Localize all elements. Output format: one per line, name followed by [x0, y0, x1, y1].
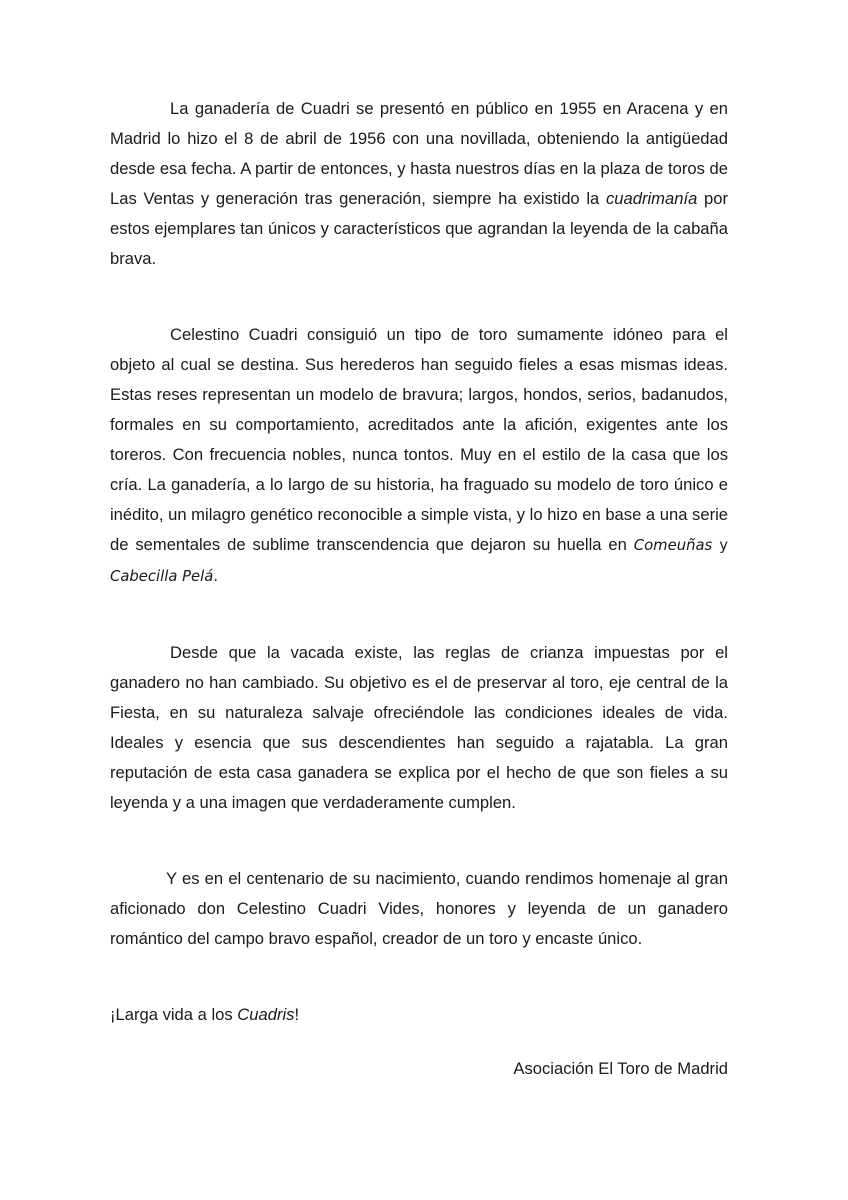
closing-text-c: ! — [294, 1005, 300, 1024]
paragraph-celestino-bull-type — [110, 320, 728, 592]
paragraph-ganaderia-history — [110, 94, 728, 274]
paragraph-centenary-tribute: Y es en el centenario de su nacimiento, cuando rendimos homenaje al gran aficionado don Celestino Cuadri Vides, honores y leyenda de un ganadero romántico del campo bravo español, creador de un toro y encaste único. — [110, 869, 728, 948]
term-cuadrimania: cuadrimanía — [605, 189, 698, 208]
paragraph-2-text-a: Celestino Cuadri consiguió un tipo de toro sumamente idóneo para el objeto al cual se destina. Sus herederos han seguido fieles a esas mismas ideas. Estas reses representan un modelo de bravura; largos, hondos, serios, badanudos, formales en su comportamiento, acreditados ante la afición, exigentes ante los toreros. Con frecuencia nobles, nunca tontos. Muy en el estilo de la casa que los cría. La ganadería, a lo largo de su historia, ha fraguado su modelo de toro único e inédito, un milagro genético reconocible a simple vista, y lo hizo en base a una serie de sementales de sublime transcendencia que dejaron su huella en — [110, 325, 729, 554]
term-cuadris: Cuadris — [237, 1005, 295, 1024]
paragraph-2-text-c: y — [712, 537, 728, 554]
paragraph-2-text-e: . — [213, 568, 219, 585]
paragraph-1-text-a: La ganadería de Cuadri se presentó en público en 1955 en Aracena y en Madrid lo hizo el 8 de abril de 1956 con una novillada, obteniendo la antigüedad desde esa fecha. A partir de entonces, y hasta nuestros días en la plaza de toros de Las Ventas y generación tras generación, siempre ha existido la — [110, 99, 728, 208]
document-body — [110, 94, 728, 1084]
sire-name-cabecilla-pela: Cabecilla Pelá — [110, 568, 214, 585]
paragraph-breeding-rules: Desde que la vacada existe, las reglas de crianza impuestas por el ganadero no han cambiado. Su objetivo es el de preservar al toro, eje central de la Fiesta, en su naturaleza salvaje ofreciéndole las condiciones ideales de vida. Ideales y esencia que sus descendientes han seguido a rajatabla. La gran reputación de esta casa ganadera se explica por el hecho de que son fieles a su leyenda y a una imagen que verdaderamente cumplen. — [110, 643, 728, 812]
sire-name-comeunas: Comeuñas — [633, 537, 713, 554]
closing-line — [110, 1000, 728, 1030]
signature: Asociación El Toro de Madrid — [513, 1059, 728, 1078]
paragraph-1-text-c: por estos ejemplares tan únicos y característicos que agrandan la leyenda de la cabaña brava. — [110, 189, 728, 268]
closing-text-a: ¡Larga vida a los — [110, 1005, 238, 1024]
